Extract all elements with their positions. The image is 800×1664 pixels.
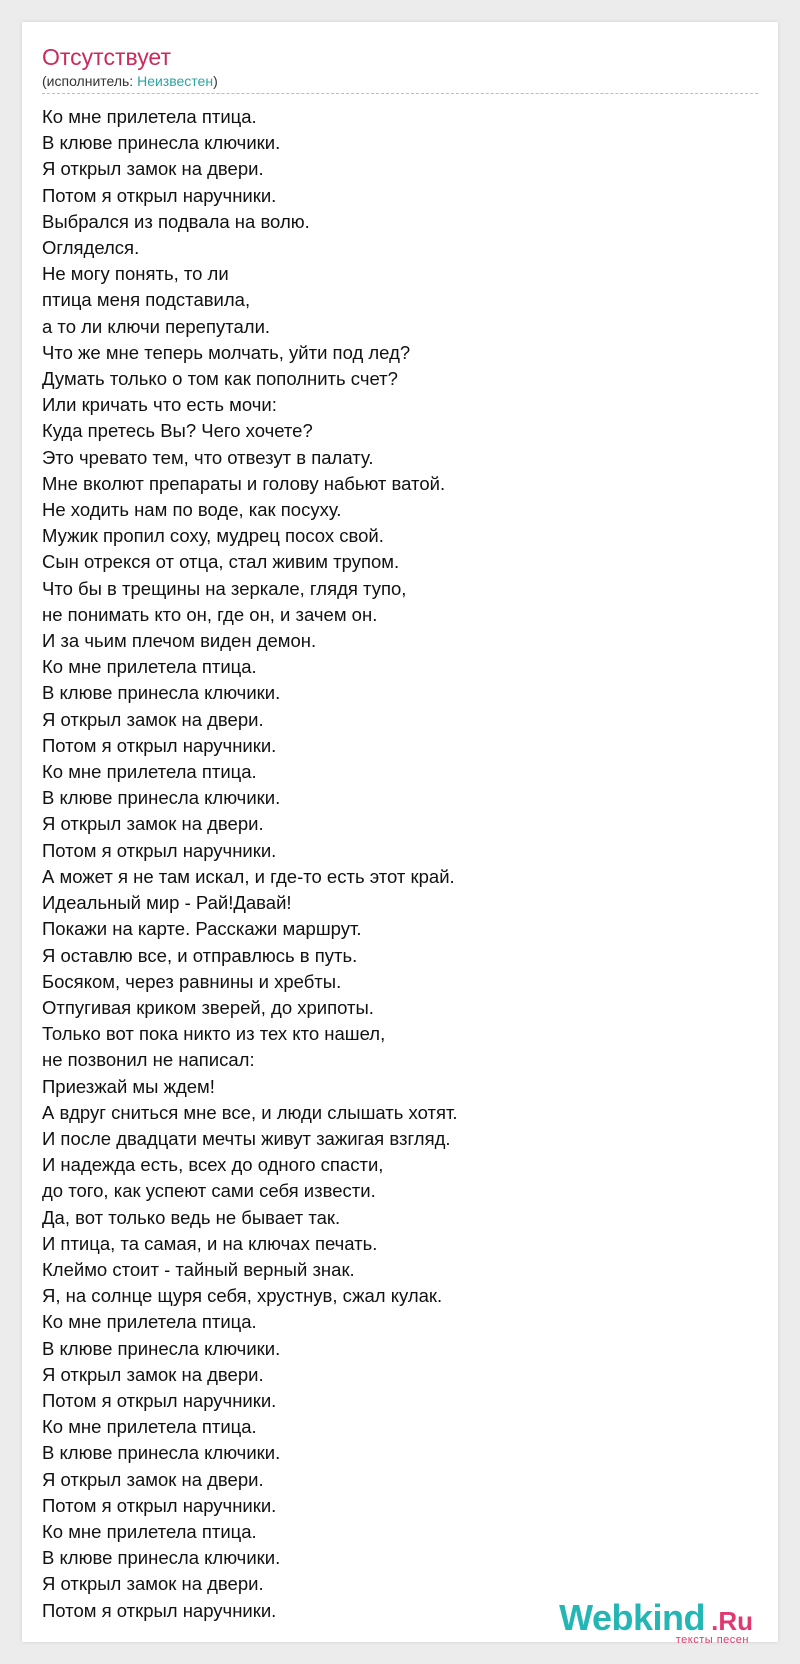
lyric-line: Идеальный мир - Рай!Давай! — [42, 892, 292, 914]
lyric-line: Ко мне прилетела птица. — [42, 106, 257, 127]
lyric-line: Я, на солнце щуря себя, хрустнув, сжал кулак. — [42, 1285, 443, 1307]
lyric-line: И за чьим плечом виден демон. — [42, 630, 317, 652]
song-title: Отсутствует — [42, 44, 171, 70]
lyric-line: Я открыл замок на двери. — [42, 1573, 264, 1595]
lyric-line: Потом я открыл наручники. — [42, 1494, 277, 1516]
lyric-line: Ко мне прилетела птица. — [42, 1416, 257, 1438]
dashed-divider — [42, 93, 758, 94]
lyric-line: Я открыл замок на двери. — [42, 158, 264, 180]
lyric-line: Мужик пропил соху, мудрец посох свой. — [42, 525, 384, 547]
lyric-line: Сын отрекся от отца, стал живим трупом. — [42, 551, 400, 573]
lyric-line: Что же мне теперь молчать, уйти под лед? — [42, 341, 411, 363]
lyric-line: Потом я открыл наручники. — [42, 184, 277, 206]
lyric-line: Я открыл замок на двери. — [42, 1468, 264, 1490]
lyric-line: И надежда есть, всех до одного спасти, — [42, 1154, 384, 1176]
lyric-line: Клеймо стоит - тайный верный знак. — [42, 1258, 355, 1280]
lyric-line: Что бы в трещины на зеркале, глядя тупо, — [42, 577, 407, 599]
lyric-line: И после двадцати мечты живут зажигая взгляд. — [42, 1127, 451, 1149]
lyrics-text — [42, 104, 762, 1624]
lyric-line: Потом я открыл наручники. — [42, 1599, 277, 1621]
lyric-line: птица меня подставила, — [42, 289, 251, 311]
logo-subtitle: тексты песен — [675, 1634, 749, 1646]
lyric-line: Я открыл замок на двери. — [42, 708, 264, 730]
lyric-line: Куда претесь Вы? Чего хочете? — [42, 420, 313, 442]
site-logo[interactable] — [559, 1597, 773, 1646]
lyric-line: Покажи на карте. Расскажи маршрут. — [42, 918, 362, 940]
lyric-line: В клюве принесла ключики. — [42, 682, 281, 704]
artist-link[interactable]: Неизвестен — [137, 73, 214, 89]
lyric-line: Потом я открыл наручники. — [42, 734, 277, 756]
lyric-line: В клюве принесла ключики. — [42, 787, 281, 809]
lyric-line: Мне вколют препараты и голову набьют ватой. — [42, 472, 446, 494]
artist-suffix: ) — [213, 73, 218, 89]
lyric-line: Или кричать что есть мочи: — [42, 394, 277, 416]
lyric-line: Только вот пока никто из тех кто нашел, — [42, 1023, 386, 1045]
lyric-line: Я открыл замок на двери. — [42, 813, 264, 835]
lyric-line: Выбрался из подвала на волю. — [42, 210, 310, 232]
lyric-line: В клюве принесла ключики. — [42, 1442, 281, 1464]
lyric-line: Это чревато тем, что отвезут в палату. — [42, 446, 374, 468]
lyric-line: не позвонил не написал: — [42, 1049, 255, 1071]
lyric-line: Думать только о том как пополнить счет? — [42, 368, 398, 390]
lyric-line: Ко мне прилетела птица. — [42, 1520, 257, 1542]
lyric-line: до того, как успеют сами себя извести. — [42, 1180, 376, 1202]
lyric-line: Я открыл замок на двери. — [42, 1363, 264, 1385]
logo-tld: .Ru — [711, 1606, 753, 1636]
lyric-line: Отпугивая криком зверей, до хрипоты. — [42, 996, 374, 1018]
logo-word: Webkind — [559, 1597, 705, 1638]
lyric-line: А вдруг сниться мне все, и люди слышать хотят. — [42, 1101, 458, 1123]
lyric-line: В клюве принесла ключики. — [42, 1547, 281, 1569]
lyric-line: Да, вот только ведь не бывает так. — [42, 1206, 341, 1228]
lyric-line: не понимать кто он, где он, и зачем он. — [42, 603, 378, 625]
lyric-line: Потом я открыл наручники. — [42, 839, 277, 861]
artist-prefix: (исполнитель: — [42, 73, 138, 89]
lyric-line: Потом я открыл наручники. — [42, 1389, 277, 1411]
lyric-line: И птица, та самая, и на ключах печать. — [42, 1232, 378, 1254]
lyric-line: Я оставлю все, и отправлюсь в путь. — [42, 944, 358, 966]
lyric-line: а то ли ключи перепутали. — [42, 315, 271, 337]
lyric-line: А может я не там искал, и где-то есть этот край. — [42, 865, 455, 887]
lyric-line: Ко мне прилетела птица. — [42, 1311, 257, 1333]
lyric-line: Огляделся. — [42, 237, 140, 259]
lyric-line: Приезжай мы ждем! — [42, 1075, 215, 1097]
lyric-line: В клюве принесла ключики. — [42, 1337, 281, 1359]
lyric-line: Ко мне прилетела птица. — [42, 656, 257, 678]
lyric-line: Босяком, через равнины и хребты. — [42, 970, 342, 992]
lyric-line: Ко мне прилетела птица. — [42, 761, 257, 783]
lyric-line: Не могу понять, то ли — [42, 263, 229, 285]
lyric-line: В клюве принесла ключики. — [42, 132, 281, 154]
artist-line — [42, 72, 218, 90]
lyric-line: Не ходить нам по воде, как посуху. — [42, 499, 342, 521]
